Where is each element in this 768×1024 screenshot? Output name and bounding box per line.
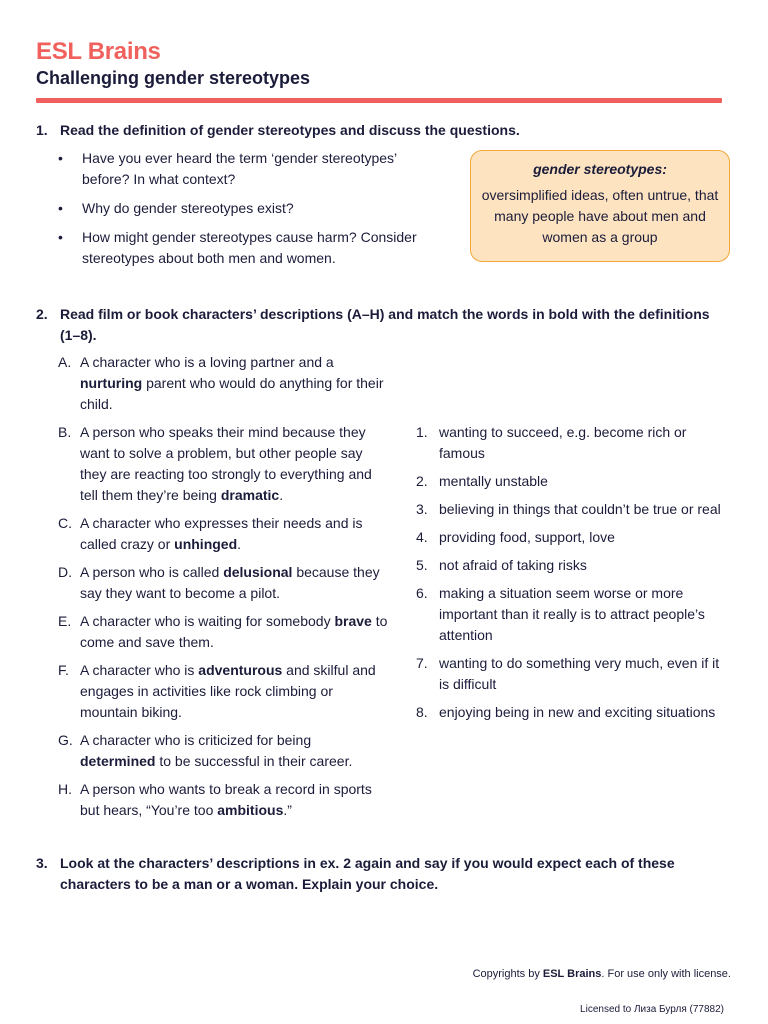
desc-text: . [237,536,242,552]
description-item [58,779,388,821]
q3-heading [36,853,716,895]
description-item [58,660,388,723]
bold-word: delusional [223,564,293,580]
desc-text: because they say they want to become a pilot. [80,564,380,601]
item-letter: A. [58,354,72,370]
item-letter: F. [58,662,69,678]
bold-word: ambitious [217,802,284,818]
list-item [58,227,438,269]
desc-text: A person who speaks their mind because they want to solve a problem, but other people say they are reacting too strongly to everything and tell them they’re being [80,424,372,503]
item-letter: G. [58,732,73,748]
license-notice: Licensed to Лиза Бурля (77882) [580,1004,724,1015]
definition-item [416,583,732,646]
bold-word: nurturing [80,375,143,391]
desc-text: A character who is criticized for being [80,732,312,748]
bullet-icon: • [58,200,63,216]
item-letter: H. [58,781,72,797]
desc-text: A character who is waiting for somebody [80,613,335,629]
definition-list [416,422,732,730]
desc-text: and skilful and engages in activities like rock climbing or mountain biking. [80,662,376,720]
item-letter: E. [58,613,72,629]
definition-item-text: wanting to do something very much, even if it is difficult [439,655,720,692]
description-item [58,513,388,555]
bold-word: unhinged [174,536,238,552]
q1-number: 1. [36,122,48,138]
copyright-text: Copyrights by [472,968,543,980]
bullet-icon: • [58,150,63,166]
q2-number: 2. [36,306,48,322]
item-letter: B. [58,424,72,440]
definition-item-text: making a situation seem worse or more important than it really is to attract people’s attention [439,585,705,643]
definition-item-text: not afraid of taking risks [439,557,587,573]
desc-text: to be successful in their career. [155,753,353,769]
list-item [58,148,438,190]
copyright-brand: ESL Brains [542,968,602,980]
q2-heading [36,304,726,346]
item-number: 3. [416,501,428,517]
q3-number: 3. [36,855,48,871]
definition-item [416,555,732,576]
description-item [58,730,388,772]
item-number: 7. [416,655,428,671]
item-number: 2. [416,473,428,489]
page-title: Challenging gender stereotypes [36,68,311,88]
q1-question-list [58,148,438,277]
item-number: 4. [416,529,428,545]
question-text: Have you ever heard the term ‘gender stereotypes’ before? In what context? [82,150,397,187]
character-description-list [58,352,388,828]
desc-text: to come and save them. [80,613,388,650]
desc-text: A character who is a loving partner and a [80,354,334,370]
q1-text: Read the definition of gender stereotypes and discuss the questions. [60,122,520,138]
desc-text: A person who wants to break a record in sports but hears, “You’re too [80,781,372,818]
desc-text: .” [283,802,292,818]
q3-text: Look at the characters’ descriptions in ex. 2 again and say if you would expect each of these characters to be a man or a woman. Explain your choice. [60,855,675,892]
item-number: 5. [416,557,428,573]
bold-word: dramatic [220,487,280,503]
title-divider [36,98,722,103]
question-text: How might gender stereotypes cause harm? Consider stereotypes about both men and women. [82,229,417,266]
description-item [58,562,388,604]
item-number: 1. [416,424,428,440]
definition-item [416,702,732,723]
definition-item [416,527,732,548]
definition-item-text: providing food, support, love [439,529,615,545]
definition-item-text: mentally unstable [439,473,548,489]
brand-logo: ESL Brains [36,38,161,65]
definition-item-text: believing in things that couldn’t be true or real [439,501,721,517]
copyright-text: . For use only with license. [601,968,731,980]
bold-word: determined [80,753,156,769]
desc-text: A person who is called [80,564,224,580]
definition-item [416,653,732,695]
definition-text: oversimplified ideas, often untrue, that many people have about men and women as a group [481,187,719,245]
q2-text: Read film or book characters’ descriptions (A–H) and match the words in bold with the definitions (1–8). [60,306,710,343]
item-number: 6. [416,585,428,601]
definition-box [470,150,730,262]
item-number: 8. [416,704,428,720]
description-item [58,422,388,506]
copyright-notice [473,968,731,980]
q1-heading [36,120,736,141]
bold-word: adventurous [198,662,283,678]
bold-word: brave [334,613,372,629]
item-letter: C. [58,515,72,531]
desc-text: A character who expresses their needs and is called crazy or [80,515,363,552]
bullet-icon: • [58,229,63,245]
desc-text: A character who is [80,662,199,678]
desc-text: parent who would do anything for their child. [80,375,384,412]
desc-text: . [279,487,284,503]
item-letter: D. [58,564,72,580]
definition-term: gender stereotypes: [533,161,667,177]
definition-item [416,422,732,464]
definition-item-text: wanting to succeed, e.g. become rich or famous [439,424,687,461]
definition-item [416,499,732,520]
question-text: Why do gender stereotypes exist? [82,200,294,216]
description-item [58,611,388,653]
definition-item-text: enjoying being in new and exciting situations [439,704,716,720]
definition-item [416,471,732,492]
list-item [58,198,438,219]
description-item [58,352,388,415]
